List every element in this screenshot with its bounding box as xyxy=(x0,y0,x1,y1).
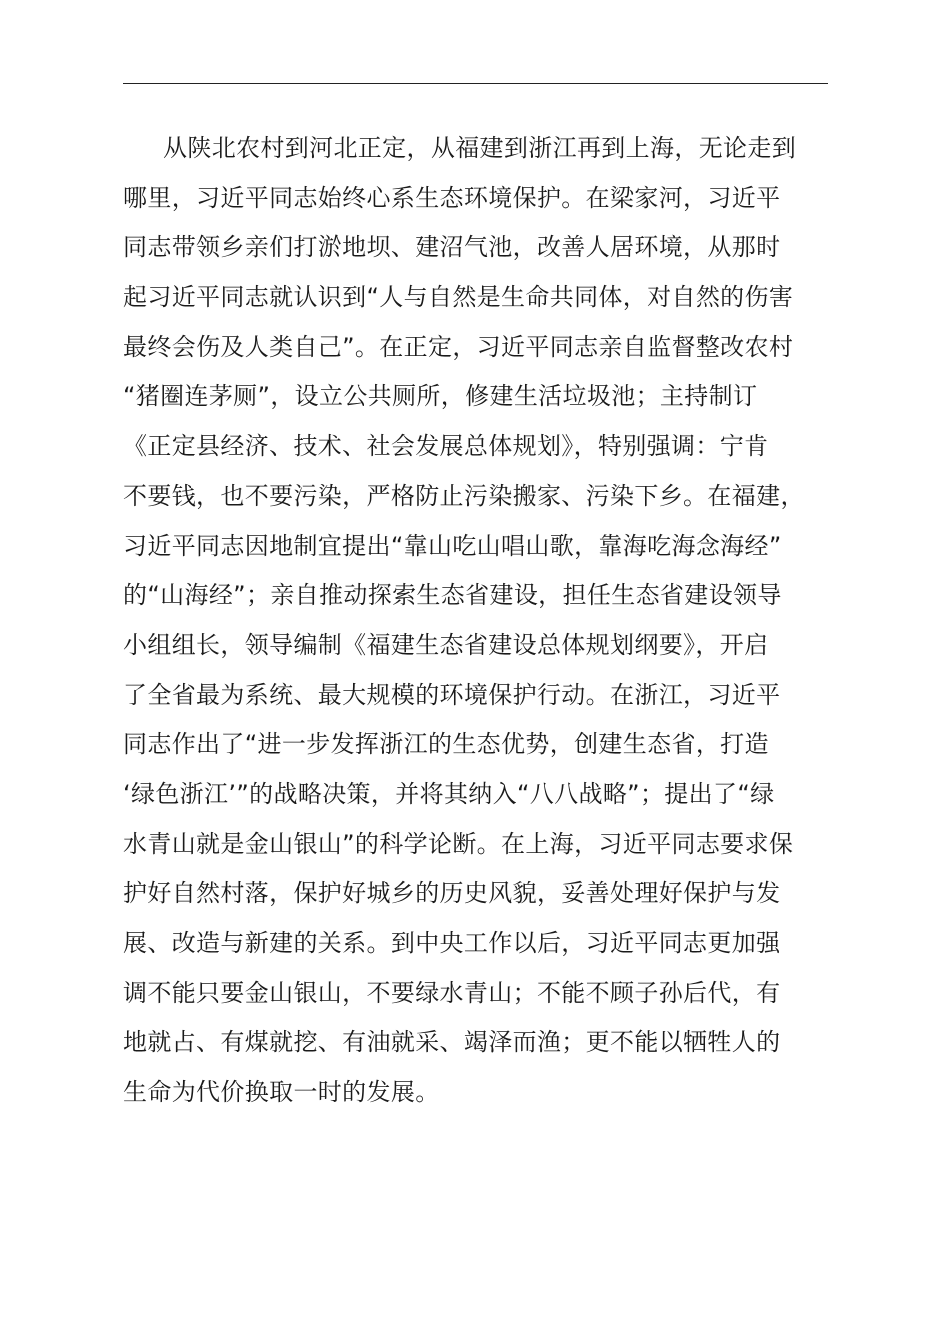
paragraph-line: 同志作出了“进一步发挥浙江的生态优势，创建生态省，打造 xyxy=(123,730,769,759)
paragraph-line: 护好自然村落，保护好城乡的历史风貌，妥善处理好保护与发 xyxy=(123,879,781,908)
paragraph-line: 不要钱，也不要污染，严格防止污染搬家、污染下乡。在福建， xyxy=(123,481,805,510)
header-rule xyxy=(123,83,828,84)
paragraph-line: 起习近平同志就认识到“人与自然是生命共同体，对自然的伤害 xyxy=(123,283,794,312)
paragraph-line: 同志带领乡亲们打淤地坝、建沼气池，改善人居环境，从那时 xyxy=(123,233,781,262)
paragraph-line: 小组组长，领导编制《福建生态省建设总体规划纲要》，开启 xyxy=(123,630,769,659)
paragraph-line: 最终会伤及人类自己”。在正定，习近平同志亲自监督整改农村 xyxy=(123,332,794,361)
body-paragraph xyxy=(123,124,863,1118)
paragraph-line: 地就占、有煤就挖、有油就采、竭泽而渔；更不能以牺牲人的 xyxy=(123,1028,781,1057)
paragraph-line: 展、改造与新建的关系。到中央工作以后，习近平同志更加强 xyxy=(123,929,781,957)
paragraph-line: 调不能只要金山银山，不要绿水青山；不能不顾子孙后代，有 xyxy=(123,978,781,1007)
paragraph-line: 从陕北农村到河北正定，从福建到浙江再到上海，无论走到 xyxy=(163,134,797,162)
paragraph-line: 了全省最为系统、最大规模的环境保护行动。在浙江，习近平 xyxy=(123,680,781,709)
paragraph-line: 的“山海经”；亲自推动探索生态省建设，担任生态省建设领导 xyxy=(123,581,782,610)
paragraph-line: ‘绿色浙江’”的战略决策，并将其纳入“八八战略”；提出了“绿 xyxy=(123,779,775,808)
paragraph-line: 习近平同志因地制宜提出“靠山吃山唱山歌，靠海吃海念海经” xyxy=(123,531,782,560)
paragraph-line: “猪圈连茅厕”，设立公共厕所，修建生活垃圾池；主持制订 xyxy=(123,382,758,411)
paragraph-line: 生命为代价换取一时的发展。 xyxy=(123,1078,440,1107)
paragraph-line: 水青山就是金山银山”的科学论断。在上海，习近平同志要求保 xyxy=(123,829,794,858)
paragraph-line: 《正定县经济、技术、社会发展总体规划》，特别强调：宁肯 xyxy=(123,432,769,461)
paragraph-line: 哪里，习近平同志始终心系生态环境保护。在梁家河，习近平 xyxy=(123,183,781,212)
